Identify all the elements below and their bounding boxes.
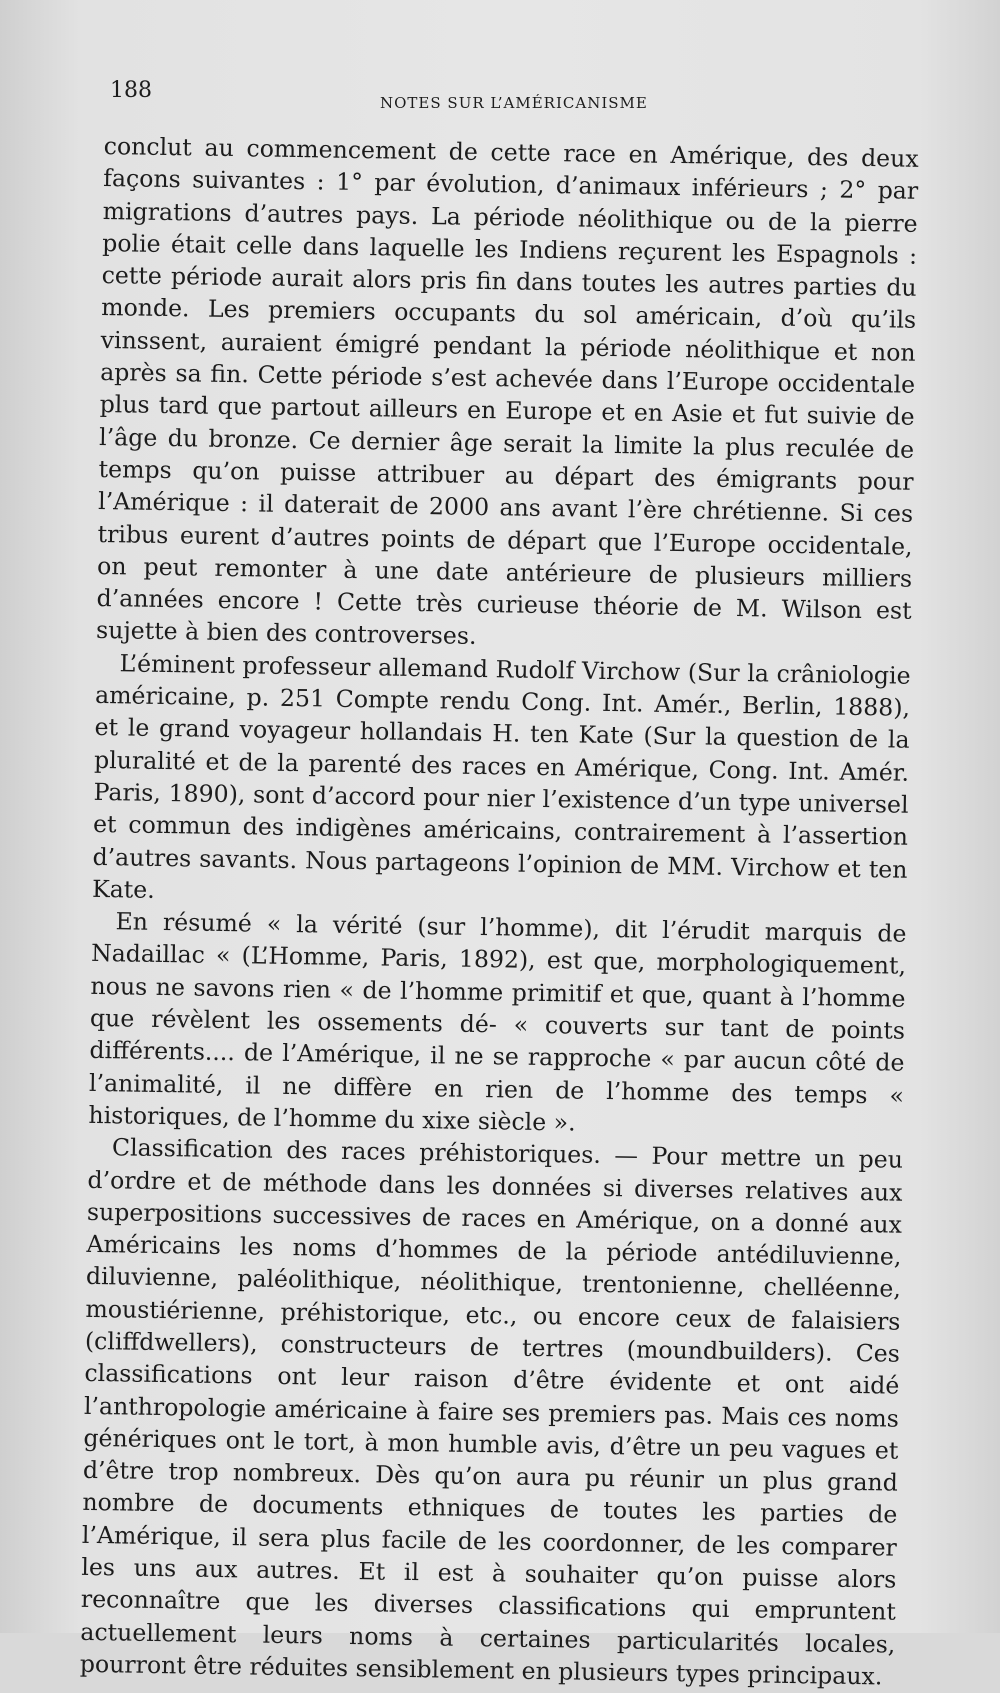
page-header — [110, 78, 930, 112]
paragraph-virchow: L’éminent professeur allemand Rudolf Virchow (Sur la crâniologie américaine, p. 251 Compte rendu Cong. Int. Amér., Berlin, 1888), et le grand voyageur hollandais H. ten Kate (Sur la question de la pluralité et de la parenté des races en Amérique, Cong. Int. Amér. Paris, 1890), sont d’accord pour nier l’existence d’un type universel et commun des indigènes américains, contrairement à l’assertion d’autres savants. Nous partageons l’opinion de MM. Virchow et ten Kate. — [91, 649, 911, 904]
paragraph-continuation: conclut au commencement de cette race en Amérique, des deux façons suivantes : 1° par évolution, d’animaux inférieurs ; 2° par migrations d’autres pays. La période néolithique ou de la pierre polie était celle dans laquelle les Indiens reçurent les Espagnols : cette période aurait alors pris fin dans toutes les autres parties du monde. Les premiers occupants du sol américain, d’où qu’ils vinssent, auraient émigré pendant la période néolithique et non après sa fin. Cette période s’est achevée dans l’Europe occidentale plus tard que partout ailleurs en Europe et en Asie et fut suivie de l’âge du bronze. Ce dernier âge serait la limite la plus reculée de temps qu’on puisse attribuer au départ des émigrants pour l’Amérique : il daterait de 2000 ans avant l’ère chrétienne. Si ces tribus eurent d’autres points de départ que l’Europe occidentale, on peut remonter à une date antérieure de plusieurs milliers d’années encore ! Cette très curieuse théorie de M. Wilson est sujette à bien des controverses. — [95, 131, 919, 651]
running-head: NOTES SUR L’AMÉRICANISME — [380, 94, 648, 112]
paragraph-classification: Classification des races préhistoriques. — Pour mettre un peu d’ordre et de méthode dans les données si diverses relatives aux superpositions successives de races en Amérique, on a donné aux Américains les noms d’hommes de la période antédiluvienne, diluvienne, paléolithique, néolithique, trentonienne, chelléenne, moustiérienne, préhistorique, etc., ou encore ceux de falaisiers (cliffdwellers), constructeurs de tertres (moundbuilders). Ces classifications ont leur raison d’être évidente et ont aidé l’anthropologie américaine à faire ses premiers pas. Mais ces noms génériques ont le tort, à mon humble avis, d’être un peu vagues et d’être trop nombreux. Dès qu’on aura pu réunir un plus grand nombre de documents ethniques de toutes les parties de l’Amérique, il sera plus facile de les coordonner, de les comparer les uns aux autres. Et il est à souhaiter qu’on puisse alors reconnaître que les diverses classifications qui empruntent actuellement leurs noms à certaines particularités locales, pourront être réduites sensiblement en plusieurs types principaux. — [79, 1133, 904, 1691]
page-number: 188 — [110, 78, 152, 103]
paragraph-nadaillac-quote: En résumé « la vérité (sur l’homme), dit l’érudit marquis de Nadaillac « (L’Homme, Paris, 1892), est que, morphologiquement, nous ne savons rien « de l’homme primitif et que, quant à l’homme que révèlent les ossements dé- « couverts sur tant de points différents.... de l’Amérique, il ne se rapproche « par aucun côté de l’animalité, il ne diffère en rien de l’homme des temps « historiques, de l’homme du xixe siècle ». — [88, 907, 907, 1137]
page-body — [80, 130, 919, 1693]
